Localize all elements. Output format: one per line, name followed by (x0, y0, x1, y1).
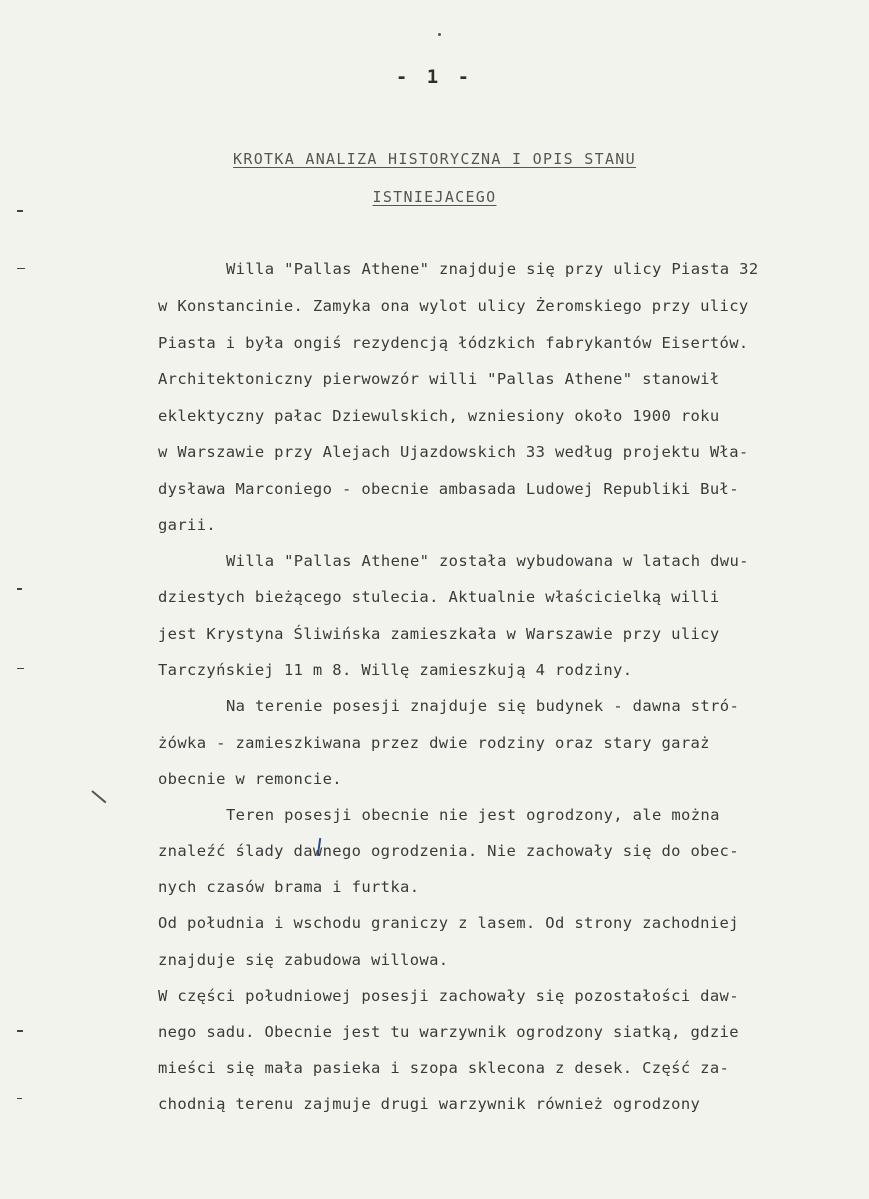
pencil-check-mark (91, 790, 106, 803)
body-line: dysława Marconiego - obecnie ambasada Ludowej Republiki Buł- (158, 480, 739, 498)
margin-mark (17, 1030, 23, 1032)
body-line: żówka - zamieszkiwana przez dwie rodziny oraz stary garaż (158, 734, 710, 752)
page-number: - 1 - (395, 66, 474, 88)
body-line: Tarczyńskiej 11 m 8. Willę zamieszkują 4 rodziny. (158, 661, 633, 679)
margin-mark (17, 1098, 22, 1099)
body-line: znaleźć ślady dawnego ogrodzenia. Nie zachowały się do obec- (158, 842, 739, 860)
body-line: w Warszawie przy Alejach Ujazdowskich 33 według projektu Wła- (158, 443, 749, 461)
body-line: jest Krystyna Śliwińska zamieszkała w Warszawie przy ulicy (158, 625, 720, 643)
body-line: W części południowej posesji zachowały się pozostałości daw- (158, 987, 739, 1005)
body-line: Architektoniczny pierwowzór willi "Pallas Athene" stanowił (158, 370, 720, 388)
margin-mark (17, 210, 23, 212)
body-line: w Konstancinie. Zamyka ona wylot ulicy Żeromskiego przy ulicy (158, 297, 749, 315)
body-line: dziestych bieżącego stulecia. Aktualnie właścicielką willi (158, 588, 720, 606)
margin-mark (17, 588, 22, 590)
body-line: eklektyczny pałac Dziewulskich, wzniesiony około 1900 roku (158, 407, 720, 425)
body-line: Piasta i była ongiś rezydencją łódzkich fabrykantów Eisertów. (158, 334, 749, 352)
margin-mark (17, 268, 25, 269)
body-line: Od południa i wschodu graniczy z lasem. Od strony zachodniej (158, 914, 739, 932)
body-line: Na terenie posesji znajduje się budynek - dawna stró- (226, 697, 740, 715)
body-line: Teren posesji obecnie nie jest ogrodzony, ale można (226, 806, 720, 824)
body-line: chodnią terenu zajmuje drugi warzywnik również ogrodzony (158, 1095, 701, 1113)
body-line: nych czasów brama i furtka. (158, 878, 420, 896)
body-line: Willa "Pallas Athene" znajduje się przy ulicy Piasta 32 (226, 260, 759, 278)
body-line: obecnie w remoncie. (158, 770, 342, 788)
body-line: Willa "Pallas Athene" została wybudowana w latach dwu- (226, 552, 749, 570)
heading-line-2: ISTNIEJACEGO (372, 188, 497, 206)
body-line: garii. (158, 516, 217, 534)
margin-mark (17, 668, 24, 669)
body-line: znajduje się zabudowa willowa. (158, 951, 449, 969)
body-line: nego sadu. Obecnie jest tu warzywnik ogrodzony siatką, gdzie (158, 1023, 739, 1041)
ink-dot (438, 33, 441, 36)
body-line: mieści się mała pasieka i szopa sklecona z desek. Część za- (158, 1059, 730, 1077)
heading-line-1: KROTKA ANALIZA HISTORYCZNA I OPIS STANU (233, 150, 636, 168)
